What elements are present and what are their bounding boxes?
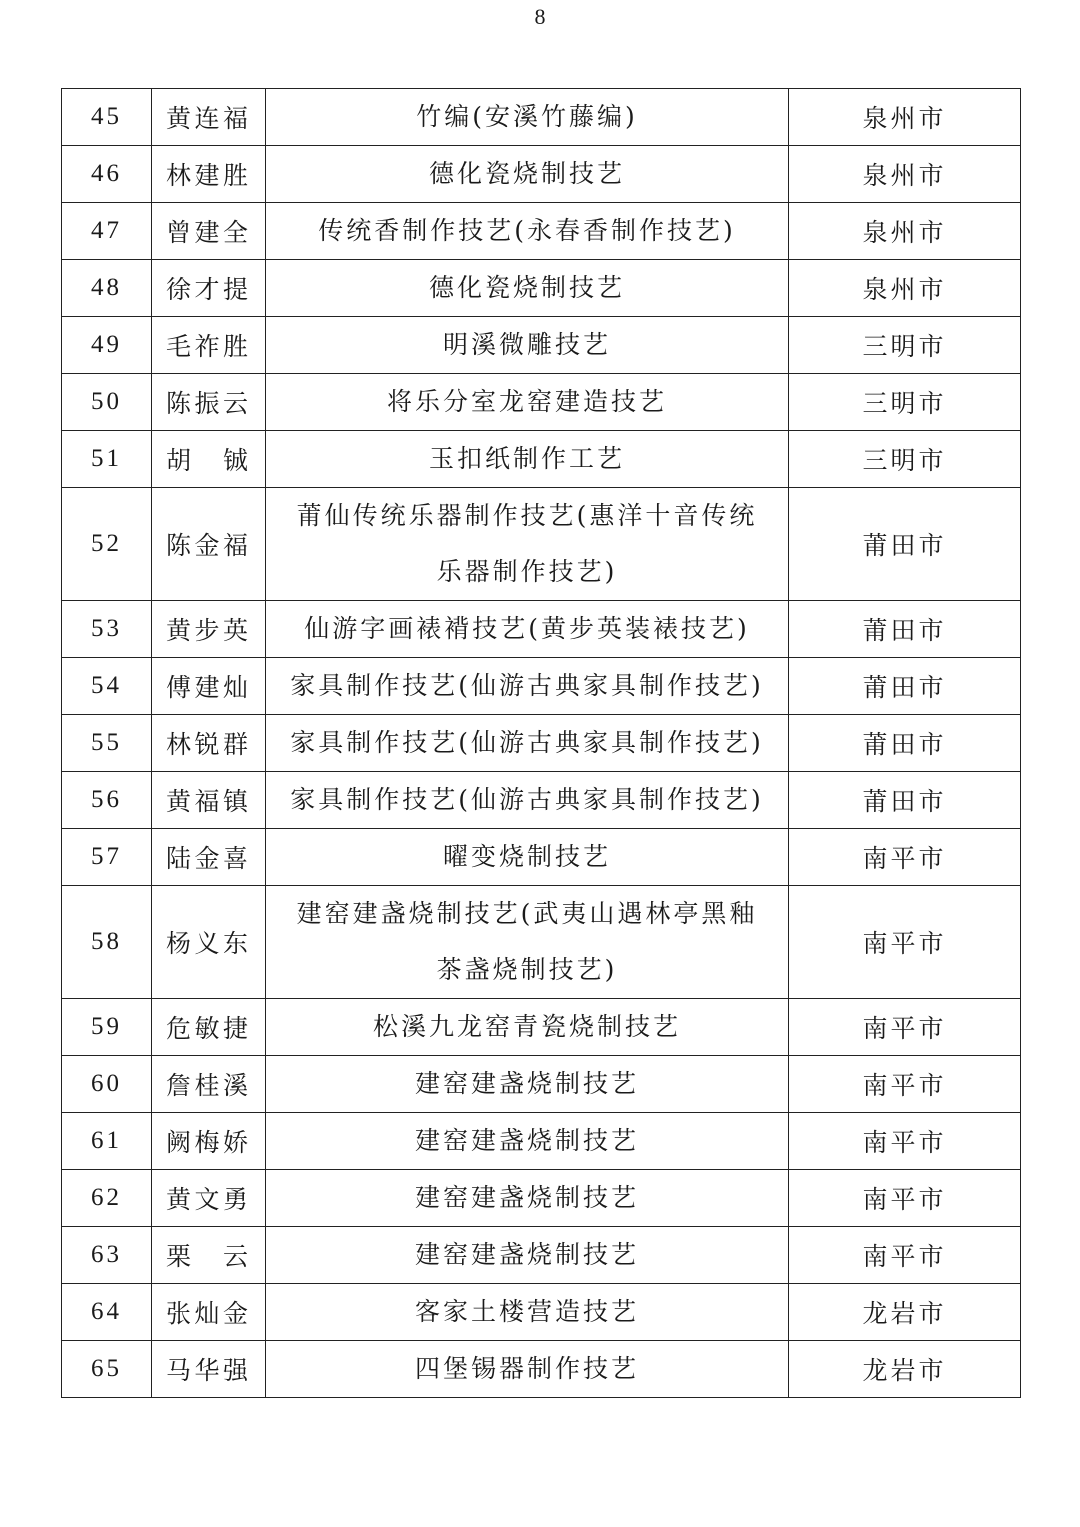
inheritor-name: 黄福镇 (152, 772, 266, 829)
project-name: 德化瓷烧制技艺 (266, 260, 789, 317)
row-number: 63 (62, 1227, 152, 1284)
table-row (62, 999, 1021, 1056)
project-name: 客家土楼营造技艺 (266, 1284, 789, 1341)
inheritor-name: 詹桂溪 (152, 1056, 266, 1113)
city-name: 泉州市 (789, 203, 1021, 260)
city-name: 莆田市 (789, 772, 1021, 829)
inheritor-name: 胡 铖 (152, 431, 266, 488)
inheritor-name: 黄文勇 (152, 1170, 266, 1227)
row-number: 48 (62, 260, 152, 317)
city-name: 南平市 (789, 1113, 1021, 1170)
inheritor-name: 陈振云 (152, 374, 266, 431)
project-name: 明溪微雕技艺 (266, 317, 789, 374)
project-name: 建窑建盏烧制技艺 (266, 1056, 789, 1113)
project-name: 德化瓷烧制技艺 (266, 146, 789, 203)
project-name: 家具制作技艺(仙游古典家具制作技艺) (266, 772, 789, 829)
table-row (62, 488, 1021, 601)
row-number: 53 (62, 601, 152, 658)
table-row (62, 431, 1021, 488)
row-number: 47 (62, 203, 152, 260)
inheritor-name: 杨义东 (152, 886, 266, 999)
project-name: 建窑建盏烧制技艺(武夷山遇林亭黑釉茶盏烧制技艺) (266, 886, 789, 999)
inheritor-name: 林建胜 (152, 146, 266, 203)
inheritor-name: 傅建灿 (152, 658, 266, 715)
project-name: 曜变烧制技艺 (266, 829, 789, 886)
table-row (62, 374, 1021, 431)
project-name: 玉扣纸制作工艺 (266, 431, 789, 488)
table-row (62, 203, 1021, 260)
project-name: 建窑建盏烧制技艺 (266, 1113, 789, 1170)
city-name: 莆田市 (789, 715, 1021, 772)
table-row (62, 146, 1021, 203)
inheritor-name: 危敏捷 (152, 999, 266, 1056)
city-name: 泉州市 (789, 260, 1021, 317)
project-name: 建窑建盏烧制技艺 (266, 1170, 789, 1227)
city-name: 南平市 (789, 886, 1021, 999)
city-name: 龙岩市 (789, 1284, 1021, 1341)
page-number: 8 (534, 4, 546, 29)
project-name: 传统香制作技艺(永春香制作技艺) (266, 203, 789, 260)
table-row (62, 1056, 1021, 1113)
inheritor-name: 曾建全 (152, 203, 266, 260)
row-number: 64 (62, 1284, 152, 1341)
inheritor-name: 马华强 (152, 1341, 266, 1398)
row-number: 56 (62, 772, 152, 829)
row-number: 46 (62, 146, 152, 203)
table-row (62, 1284, 1021, 1341)
city-name: 莆田市 (789, 658, 1021, 715)
table-row (62, 658, 1021, 715)
inheritor-table-body (62, 89, 1021, 1398)
row-number: 65 (62, 1341, 152, 1398)
table-row (62, 89, 1021, 146)
project-name: 竹编(安溪竹藤编) (266, 89, 789, 146)
city-name: 南平市 (789, 1170, 1021, 1227)
row-number: 61 (62, 1113, 152, 1170)
table-row (62, 1113, 1021, 1170)
project-name: 仙游字画裱褙技艺(黄步英装裱技艺) (266, 601, 789, 658)
inheritor-name: 陆金喜 (152, 829, 266, 886)
row-number: 58 (62, 886, 152, 999)
city-name: 三明市 (789, 317, 1021, 374)
inheritor-name: 陈金福 (152, 488, 266, 601)
row-number: 59 (62, 999, 152, 1056)
project-name: 建窑建盏烧制技艺 (266, 1227, 789, 1284)
table-row (62, 1341, 1021, 1398)
city-name: 三明市 (789, 431, 1021, 488)
city-name: 南平市 (789, 829, 1021, 886)
row-number: 57 (62, 829, 152, 886)
project-name: 松溪九龙窑青瓷烧制技艺 (266, 999, 789, 1056)
table-row (62, 829, 1021, 886)
inheritor-name: 林锐群 (152, 715, 266, 772)
city-name: 南平市 (789, 999, 1021, 1056)
table-row (62, 1170, 1021, 1227)
city-name: 南平市 (789, 1056, 1021, 1113)
row-number: 62 (62, 1170, 152, 1227)
inheritor-table (61, 88, 1021, 1398)
city-name: 泉州市 (789, 89, 1021, 146)
table-row (62, 772, 1021, 829)
table-row (62, 886, 1021, 999)
inheritor-name: 毛祚胜 (152, 317, 266, 374)
row-number: 45 (62, 89, 152, 146)
city-name: 三明市 (789, 374, 1021, 431)
project-name: 将乐分室龙窑建造技艺 (266, 374, 789, 431)
table-row (62, 715, 1021, 772)
project-name: 家具制作技艺(仙游古典家具制作技艺) (266, 715, 789, 772)
inheritor-name: 黄步英 (152, 601, 266, 658)
city-name: 莆田市 (789, 488, 1021, 601)
inheritor-name: 栗 云 (152, 1227, 266, 1284)
table-row (62, 601, 1021, 658)
row-number: 51 (62, 431, 152, 488)
row-number: 50 (62, 374, 152, 431)
row-number: 52 (62, 488, 152, 601)
city-name: 南平市 (789, 1227, 1021, 1284)
city-name: 莆田市 (789, 601, 1021, 658)
inheritor-name: 阙梅娇 (152, 1113, 266, 1170)
inheritor-name: 张灿金 (152, 1284, 266, 1341)
city-name: 泉州市 (789, 146, 1021, 203)
project-name: 家具制作技艺(仙游古典家具制作技艺) (266, 658, 789, 715)
row-number: 60 (62, 1056, 152, 1113)
inheritor-name: 黄连福 (152, 89, 266, 146)
project-name: 莆仙传统乐器制作技艺(惠洋十音传统乐器制作技艺) (266, 488, 789, 601)
table-row (62, 317, 1021, 374)
inheritor-name: 徐才提 (152, 260, 266, 317)
row-number: 55 (62, 715, 152, 772)
table-row (62, 260, 1021, 317)
city-name: 龙岩市 (789, 1341, 1021, 1398)
table-row (62, 1227, 1021, 1284)
project-name: 四堡锡器制作技艺 (266, 1341, 789, 1398)
row-number: 54 (62, 658, 152, 715)
row-number: 49 (62, 317, 152, 374)
